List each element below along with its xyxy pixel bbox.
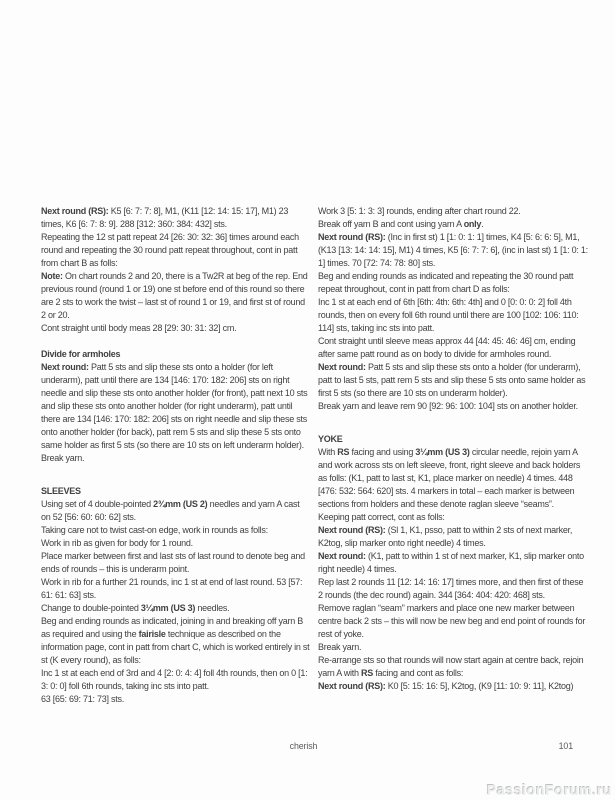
page-number: 101 bbox=[558, 741, 573, 751]
bold-text-run: YOKE bbox=[318, 434, 343, 444]
text-run: Patt 5 sts and slip these sts onto a holder (for left underarm), patt until there are 134 [146: 170: 182: 206] sts on right needle and slip these sts onto another holder (for front), patt next 10 sts and slip these sts onto another holder (for right underarm), patt until there are 134 [146: 170: 182: 206] sts on right needle and slip these sts onto another holder (for back), patt rem 5 sts and slip these 5 sts onto same holder as first 5 sts (so there are 10 sts on left underarm holder). bbox=[41, 362, 308, 450]
pattern-paragraph bbox=[41, 270, 311, 322]
bold-text-run: 3¼mm (US 3) bbox=[140, 603, 196, 613]
bold-text-run: Divide for armholes bbox=[41, 349, 121, 359]
text-run: facing and cont as folls: bbox=[373, 668, 464, 678]
text-run: circular needle, rejoin yarn A and work across sts on left sleeve, front, right sleeve and back holders as folls: (K1, patt to last st, K1, place marker on needle) 4 times. 448 [476: 532: 564: 620] sts. 4 markers in total – each marker is between sections from holders and these denote raglan sleeve “seams”. bbox=[318, 447, 581, 509]
bold-text-run: Next round (RS): bbox=[318, 525, 388, 535]
text-run: Taking care not to twist cast-on edge, work in rounds as folls: bbox=[41, 525, 268, 535]
pattern-paragraph bbox=[41, 667, 311, 693]
section-heading bbox=[41, 348, 311, 361]
text-run: . bbox=[481, 219, 484, 229]
text-run: Place marker between first and last sts of last round to denote beg and ends of rounds – this is underarm point. bbox=[41, 551, 305, 574]
text-run: technique as described on the information page, cont in patt from chart C, which is worked entirely in st st (K every round), as folls: bbox=[41, 629, 310, 665]
pattern-paragraph bbox=[41, 602, 311, 615]
text-run: Beg and ending rounds as indicated and repeating the 30 round patt repeat throughout, cont in patt from chart D as folls: bbox=[318, 271, 574, 294]
bold-text-run: fairisle bbox=[138, 629, 166, 639]
pattern-paragraph bbox=[318, 654, 588, 680]
watermark: PassionForum.ru bbox=[486, 783, 612, 799]
bold-text-run: SLEEVES bbox=[41, 486, 81, 496]
pattern-paragraph bbox=[318, 576, 588, 602]
text-run: Using set of 4 double-pointed bbox=[41, 499, 154, 509]
text-run: Cont straight until sleeve meas approx 44 [44: 45: 46: 46] cm, ending after same patt round as on body to divide for armholes round. bbox=[318, 336, 576, 359]
pattern-paragraph bbox=[318, 524, 588, 550]
pattern-paragraph bbox=[41, 361, 311, 452]
column-right bbox=[318, 205, 588, 706]
pattern-paragraph bbox=[318, 205, 588, 218]
text-run: (Inc in first st) 1 [1: 0: 1: 1] times, K4 [5: 6: 6: 5], M1, (K13 [13: 14: 14: 15], M1) 4 times, K5 [6: 7: 7: 6], (inc in last st) 1 [1: 0: 1: 1] times. 70 [72: 74: 78: 80] sts. bbox=[318, 232, 588, 268]
pattern-paragraph bbox=[41, 615, 311, 667]
text-run: Re-arrange sts so that rounds will now start again at centre back, rejoin yarn A with bbox=[318, 655, 584, 678]
bold-text-run: only bbox=[463, 219, 482, 229]
pattern-paragraph bbox=[318, 680, 588, 693]
text-run: Rep last 2 rounds 11 [12: 14: 16: 17] times more, and then first of these 2 rounds (the dec round) again. 344 [364: 404: 420: 468] sts. bbox=[318, 577, 584, 600]
bold-text-run: RS bbox=[361, 668, 374, 678]
text-run: Beg and ending rounds as indicated, joining in and breaking off yarn B as required and using the bbox=[41, 616, 304, 639]
column-left bbox=[41, 205, 311, 706]
text-run: Break off yarn B and cont using yarn A bbox=[318, 219, 464, 229]
text-run: Inc 1 st at each end of 6th [6th: 4th: 6th: 4th] and 0 [0: 0: 0: 2] foll 4th rounds, then on every foll 6th round until there are 100 [102: 106: 110: 114] sts, taking inc sts into patt. bbox=[318, 297, 579, 333]
text-run: (Sl 1, K1, psso, patt to within 2 sts of next marker, K2tog, slip marker onto right needle) 4 times. bbox=[318, 525, 573, 548]
text-run: Work 3 [5: 1: 3: 3] rounds, ending after chart round 22. bbox=[318, 206, 521, 216]
pattern-paragraph bbox=[41, 205, 311, 231]
pattern-paragraph bbox=[41, 322, 311, 335]
bold-text-run: Next round: bbox=[318, 362, 368, 372]
pattern-paragraph bbox=[318, 361, 588, 400]
pattern-paragraph bbox=[41, 524, 311, 537]
text-run: With bbox=[318, 447, 338, 457]
text-run: Keeping patt correct, cont as folls: bbox=[318, 512, 445, 522]
bold-text-run: 2¾mm (US 2) bbox=[153, 499, 208, 509]
pattern-paragraph bbox=[318, 550, 588, 576]
paragraph-spacer bbox=[41, 465, 311, 485]
text-run: Change to double-pointed bbox=[41, 603, 141, 613]
pattern-paragraph bbox=[41, 576, 311, 602]
pattern-paragraph bbox=[318, 511, 588, 524]
text-run: (K1, patt to within 1 st of next marker, K1, slip marker onto right needle) 4 times. bbox=[318, 551, 584, 574]
section-heading bbox=[318, 433, 588, 446]
pattern-paragraph bbox=[318, 231, 588, 270]
text-run: 63 [65: 69: 71: 73] sts. bbox=[41, 694, 125, 704]
text-run: Inc 1 st at each end of 3rd and 4 [2: 0: 4: 4] foll 4th rounds, then on 0 [1: 3: 0: 0] foll 6th rounds, taking inc sts into patt. bbox=[41, 668, 308, 691]
text-run: facing and using bbox=[349, 447, 416, 457]
text-run: K0 [5: 15: 16: 5], K2tog, (K9 [11: 10: 9: 11], K2tog) bbox=[387, 681, 574, 691]
pattern-paragraph bbox=[318, 218, 588, 231]
pattern-paragraph bbox=[318, 641, 588, 654]
bold-text-run: Next round (RS): bbox=[41, 206, 111, 216]
footer-title: cherish bbox=[289, 741, 318, 751]
pattern-paragraph bbox=[41, 550, 311, 576]
text-run: Break yarn. bbox=[318, 642, 362, 652]
pattern-paragraph bbox=[318, 400, 588, 413]
bold-text-run: Next round: bbox=[41, 362, 91, 372]
bold-text-run: Next round (RS): bbox=[318, 681, 388, 691]
bold-text-run: Note: bbox=[41, 271, 65, 281]
bold-text-run: Next round (RS): bbox=[318, 232, 388, 242]
text-run: Remove raglan “seam” markers and place one new marker between centre back 2 sts – this will now be new beg and end point of rounds for rest of yoke. bbox=[318, 603, 586, 639]
pattern-paragraph bbox=[41, 231, 311, 270]
text-run: Break yarn and leave rem 90 [92: 96: 100: 104] sts on another holder. bbox=[318, 401, 578, 411]
section-heading bbox=[41, 485, 311, 498]
bold-text-run: RS bbox=[337, 447, 350, 457]
pattern-paragraph bbox=[318, 602, 588, 641]
pattern-paragraph bbox=[41, 537, 311, 550]
pattern-paragraph bbox=[41, 452, 311, 465]
text-run: K5 [6: 7: 7: 8], M1, (K11 [12: 14: 15: 17], M1) 23 times, K6 [6: 7: 8: 9]. 288 [312: 360: 384: 432] sts. bbox=[41, 206, 289, 229]
text-run: Break yarn. bbox=[41, 453, 85, 463]
pattern-paragraph bbox=[318, 446, 588, 511]
text-run: Work in rib for a further 21 rounds, inc 1 st at end of last round. 53 [57: 61: 61: 63] sts. bbox=[41, 577, 303, 600]
pattern-paragraph bbox=[318, 296, 588, 335]
pattern-paragraph bbox=[318, 335, 588, 361]
text-run: On chart rounds 2 and 20, there is a Tw2R at beg of the rep. End previous round (round 1 or 19) one st before end of this round so there are 2 sts to work the twist – last st of round 1 or 19, and first st of round 2 or 20. bbox=[41, 271, 308, 320]
bold-text-run: 3¼mm (US 3) bbox=[415, 447, 470, 457]
paragraph-spacer bbox=[41, 335, 311, 348]
paragraph-spacer bbox=[318, 413, 588, 433]
pattern-paragraph bbox=[41, 693, 311, 706]
text-run: Repeating the 12 st patt repeat 24 [26: 30: 32: 36] times around each round and repeating the 30 round patt repeat throughout, cont in patt from chart B as folls: bbox=[41, 232, 299, 268]
pattern-text-area bbox=[41, 205, 588, 706]
pattern-paragraph bbox=[318, 270, 588, 296]
text-run: Cont straight until body meas 28 [29: 30: 31: 32] cm. bbox=[41, 323, 237, 333]
text-run: needles and yarn A cast on 52 [56: 60: 60: 62] sts. bbox=[41, 499, 300, 522]
text-run: needles. bbox=[195, 603, 230, 613]
bold-text-run: Next round: bbox=[318, 551, 368, 561]
text-run: Work in rib as given for body for 1 round. bbox=[41, 538, 193, 548]
text-run: Patt 5 sts and slip these sts onto a holder (for underarm), patt to last 5 sts, patt rem 5 sts and slip these 5 sts onto same holder as first 5 sts (so there are 10 sts on underarm holder). bbox=[318, 362, 586, 398]
pattern-paragraph bbox=[41, 498, 311, 524]
